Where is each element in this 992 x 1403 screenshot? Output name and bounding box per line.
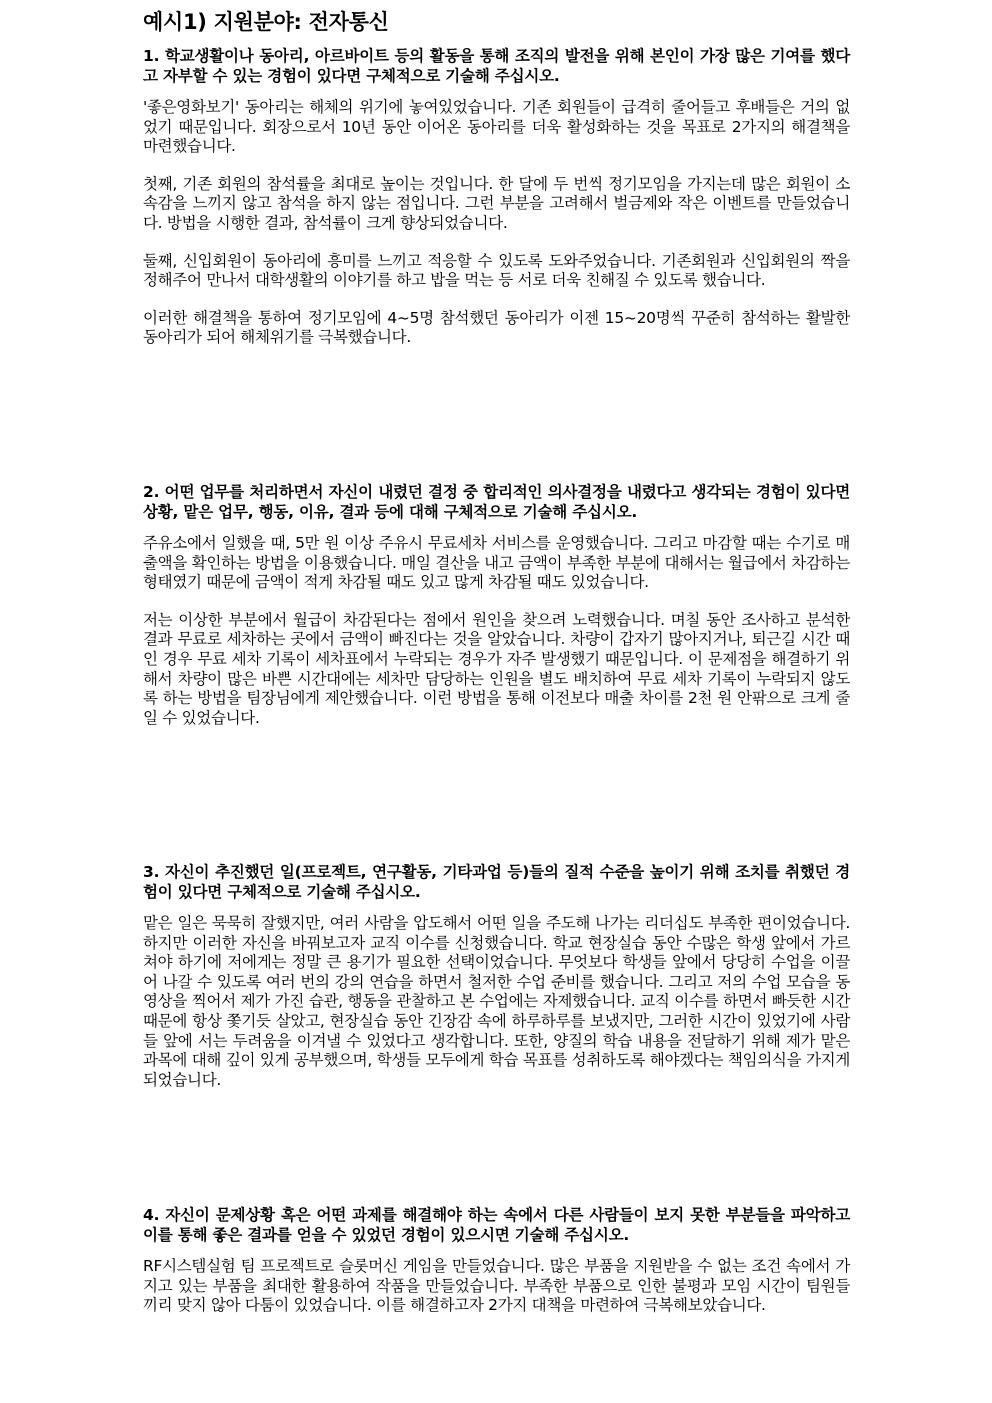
document-title: 예시1) 지원분야: 전자통신 xyxy=(143,10,389,34)
question-section-4 xyxy=(143,1205,850,1334)
question-section-3 xyxy=(143,862,850,1108)
answer-2-paragraph-2: 저는 이상한 부분에서 월급이 차감된다는 점에서 원인을 찾으려 노력했습니다. 며칠 동안 조사하고 분석한 결과 무료로 세차하는 곳에서 금액이 빠진다는 것을 알았습니다. 차량이 갑자기 많아지거나, 퇴근길 시간 때인 경우 무료 세차 기록이 세차표에서 누락되는 경우가 자주 발생했기 때문입니다. 이 문제점을 해결하기 위해서 차량이 많은 바쁜 시간대에는 세차만 담당하는 인원을 별도 배치하여 무료 세차 기록이 누락되지 않도록 하는 방법을 팀장님에게 제안했습니다. 이런 방법을 통해 이전보다 매출 차이를 2천 원 안팎으로 크게 줄일 수 있었습니다. xyxy=(143,610,850,727)
answer-1-paragraph-3: 둘째, 신입회원이 동아리에 흥미를 느끼고 적응할 수 있도록 도와주었습니다. 기존회원과 신입회원의 짝을 정해주어 만나서 대학생활의 이야기를 하고 밥을 먹는 등 서로 더욱 친해질 수 있도록 했습니다. xyxy=(143,251,850,290)
answer-3-paragraph-1: 맡은 일은 묵묵히 잘했지만, 여러 사람을 압도해서 어떤 일을 주도해 나가는 리더십도 부족한 편이었습니다. 하지만 이러한 자신을 바꿔보고자 교직 이수를 신청했습니다. 학교 현장실습 동안 수많은 학생 앞에서 가르쳐야 하기에 저에게는 정말 큰 용기가 필요한 선택이었습니다. 무엇보다 학생들 앞에서 당당히 수업을 이끌어 나갈 수 있도록 여러 번의 강의 연습을 하면서 철저한 수업 준비를 했습니다. 그리고 저의 수업 모습을 동영상을 찍어서 제가 가진 습관, 행동을 관찰하고 본 수업에는 자제했습니다. 교직 이수를 하면서 빠듯한 시간 때문에 항상 쫓기듯 살았고, 현장실습 동안 긴장감 속에 하루하루를 보냈지만, 그러한 시간이 있었기에 사람들 앞에 서는 두려움을 이겨낼 수 있었다고 생각합니다. 또한, 양질의 학습 내용을 전달하기 위해 제가 맡은 과목에 대해 깊이 있게 공부했으며, 학생들 모두에게 학습 목표를 성취하도록 해야겠다는 책임의식을 가지게 되었습니다. xyxy=(143,914,850,1089)
question-1-heading: 1. 학교생활이나 동아리, 아르바이트 등의 활동을 통해 조직의 발전을 위해 본인이 가장 많은 기여를 했다고 자부할 수 있는 경험이 있다면 구체적으로 기술해 주십시오. xyxy=(143,47,850,85)
question-section-2 xyxy=(143,482,850,746)
question-section-1 xyxy=(143,46,850,366)
answer-4-paragraph-1: RF시스템실험 팀 프로젝트로 슬롯머신 게임을 만들었습니다. 많은 부품을 지원받을 수 없는 조건 속에서 가지고 있는 부품을 최대한 활용하여 작품을 만들었습니다. 부족한 부품으로 인한 불평과 모임 시간이 팀원들끼리 맞지 않아 다툼이 있었습니다. 이를 해결하고자 2가지 대책을 마련하여 극복해보았습니다. xyxy=(143,1257,850,1315)
question-3-heading: 3. 자신이 추진했던 일(프로젝트, 연구활동, 기타과업 등)들의 질적 수준을 높이기 위해 조치를 취했던 경험이 있다면 구체적으로 기술해 주십시오. xyxy=(143,863,850,901)
answer-1-paragraph-1: '좋은영화보기' 동아리는 해체의 위기에 놓여있었습니다. 기존 회원들이 급격히 줄어들고 후배들은 거의 없었기 때문입니다. 회장으로서 10년 동안 이어온 동아리를 더욱 활성화하는 것을 목표로 2가지의 해결책을 마련했습니다. xyxy=(143,98,850,156)
answer-1-paragraph-4: 이러한 해결책을 통하여 정기모임에 4~5명 참석했던 동아리가 이젠 15~20명씩 꾸준히 참석하는 활발한 동아리가 되어 해체위기를 극복했습니다. xyxy=(143,308,850,347)
answer-2-paragraph-1: 주유소에서 일했을 때, 5만 원 이상 주유시 무료세차 서비스를 운영했습니다. 그리고 마감할 때는 수기로 매출액을 확인하는 방법을 이용했습니다. 매일 결산을 내고 금액이 부족한 부분에 대해서는 월급에서 차감하는 형태였기 때문에 금액이 적게 차감될 때도 있고 많게 차감될 때도 있었습니다. xyxy=(143,534,850,592)
question-4-heading: 4. 자신이 문제상황 혹은 어떤 과제를 해결해야 하는 속에서 다른 사람들이 보지 못한 부분들을 파악하고 이를 통해 좋은 결과를 얻을 수 있었던 경험이 있으시면 기술해 주십시오. xyxy=(143,1206,850,1244)
question-2-heading: 2. 어떤 업무를 처리하면서 자신이 내렸던 결정 중 합리적인 의사결정을 내렸다고 생각되는 경험이 있다면 상황, 맡은 업무, 행동, 이유, 결과 등에 대해 구체적으로 기술해 주십시오. xyxy=(143,483,850,521)
answer-1-paragraph-2: 첫째, 기존 회원의 참석률을 최대로 높이는 것입니다. 한 달에 두 번씩 정기모임을 가지는데 많은 회원이 소속감을 느끼지 않고 참석을 하지 않는 점입니다. 그런 부분을 고려해서 벌금제와 작은 이벤트를 만들었습니다. 방법을 시행한 결과, 참석률이 크게 향상되었습니다. xyxy=(143,174,850,232)
